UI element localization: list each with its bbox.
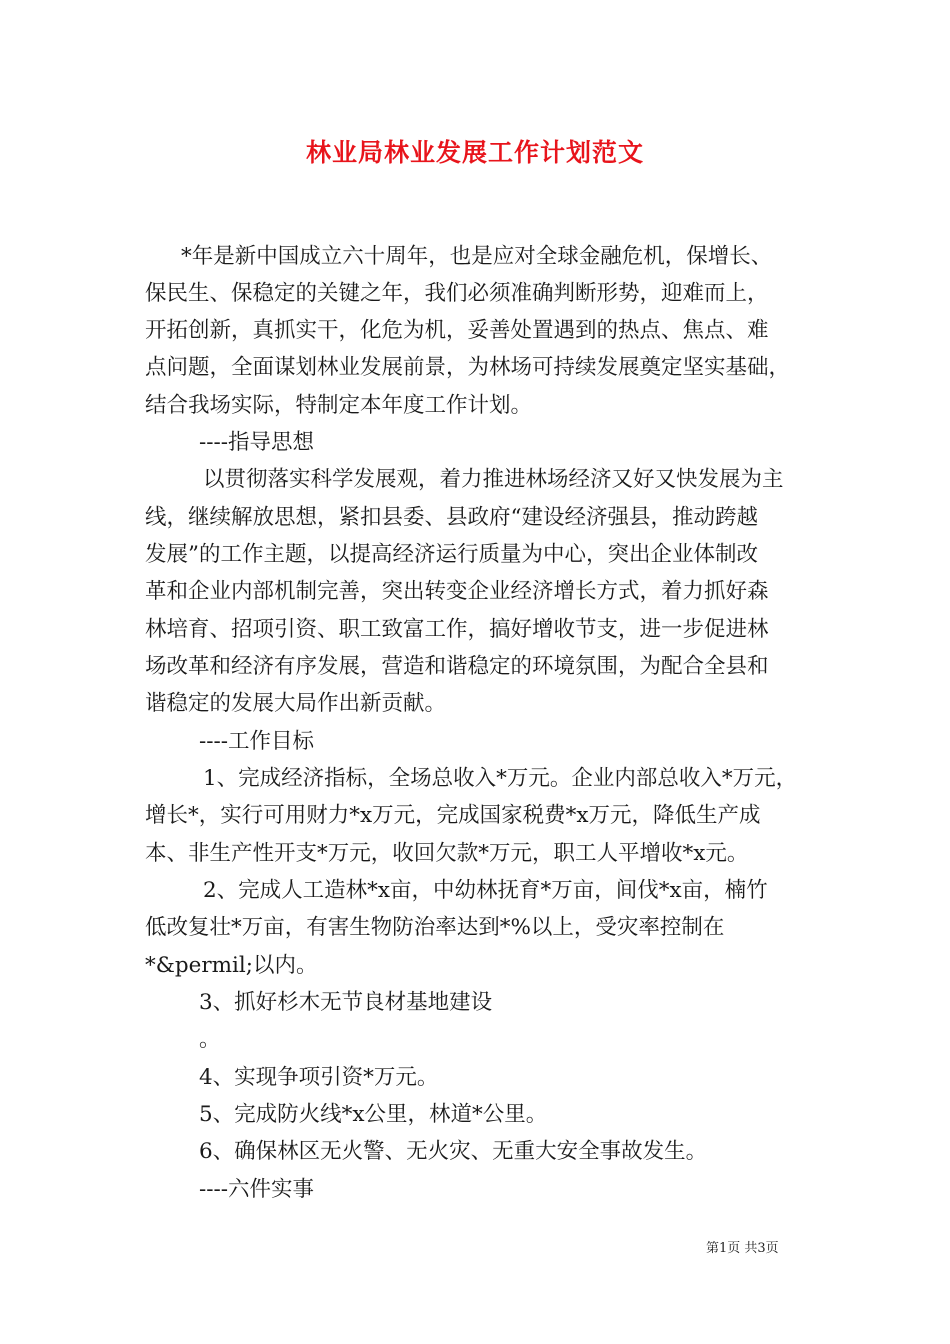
paragraph-line: 增长*，实行可用财力*x万元，完成国家税费*x万元，降低生产成: [145, 803, 761, 828]
paragraph-line: 本、非生产性开支*万元，收回欠款*万元，职工人平增收*x元。: [145, 841, 749, 866]
paragraph-line: 线，继续解放思想，紧扣县委、县政府“建设经济强县，推动跨越: [145, 505, 758, 530]
section-heading-six-tasks: ----六件实事: [199, 1177, 315, 1202]
list-item: 5、完成防火线*x公里，林道*公里。: [199, 1102, 548, 1127]
list-item: 4、实现争项引资*万元。: [199, 1065, 439, 1090]
paragraph-line: 保民生、保稳定的关键之年，我们必须准确判断形势，迎难而上，: [145, 281, 769, 306]
paragraph-line: 谐稳定的发展大局作出新贡献。: [145, 691, 447, 716]
list-item: 3、抓好杉木无节良材基地建设: [199, 990, 493, 1015]
paragraph-line: 发展”的工作主题，以提高经济运行质量为中心，突出企业体制改: [145, 542, 758, 567]
list-item: 1、完成经济指标，全场总收入*万元。企业内部总收入*万元，: [203, 766, 798, 791]
paragraph-line: 。: [199, 1027, 221, 1052]
paragraph-line: 低改复壮*万亩，有害生物防治率达到*%以上，受灾率控制在: [145, 915, 725, 940]
list-item: 6、确保林区无火警、无火灾、无重大安全事故发生。: [199, 1139, 708, 1164]
paragraph-line: *&permil;以内。: [145, 953, 318, 978]
paragraph-line: 点问题，全面谋划林业发展前景，为林场可持续发展奠定坚实基础，: [145, 355, 791, 380]
paragraph-line: *年是新中国成立六十周年，也是应对全球金融危机，保增长、: [181, 244, 773, 269]
paragraph-line: 以贯彻落实科学发展观，着力推进林场经济又好又快发展为主: [203, 467, 784, 492]
paragraph-line: 革和企业内部机制完善，突出转变企业经济增长方式，着力抓好森: [145, 579, 769, 604]
section-heading-guiding-ideology: ----指导思想: [199, 430, 315, 455]
paragraph-line: 林培育、招项引资、职工致富工作，搞好增收节支，进一步促进林: [145, 617, 769, 642]
list-item: 2、完成人工造林*x亩，中幼林抚育*万亩，间伐*x亩，楠竹: [203, 878, 768, 903]
paragraph-line: 开拓创新，真抓实干，化危为机，妥善处置遇到的热点、焦点、难: [145, 318, 769, 343]
paragraph-line: 场改革和经济有序发展，营造和谐稳定的环境氛围，为配合全县和: [145, 654, 769, 679]
section-heading-work-goals: ----工作目标: [199, 729, 315, 754]
paragraph-line: 结合我场实际，特制定本年度工作计划。: [145, 393, 533, 418]
page-number-footer: 第1页 共3页: [706, 1241, 779, 1256]
document-title: 林业局林业发展工作计划范文: [305, 138, 644, 167]
